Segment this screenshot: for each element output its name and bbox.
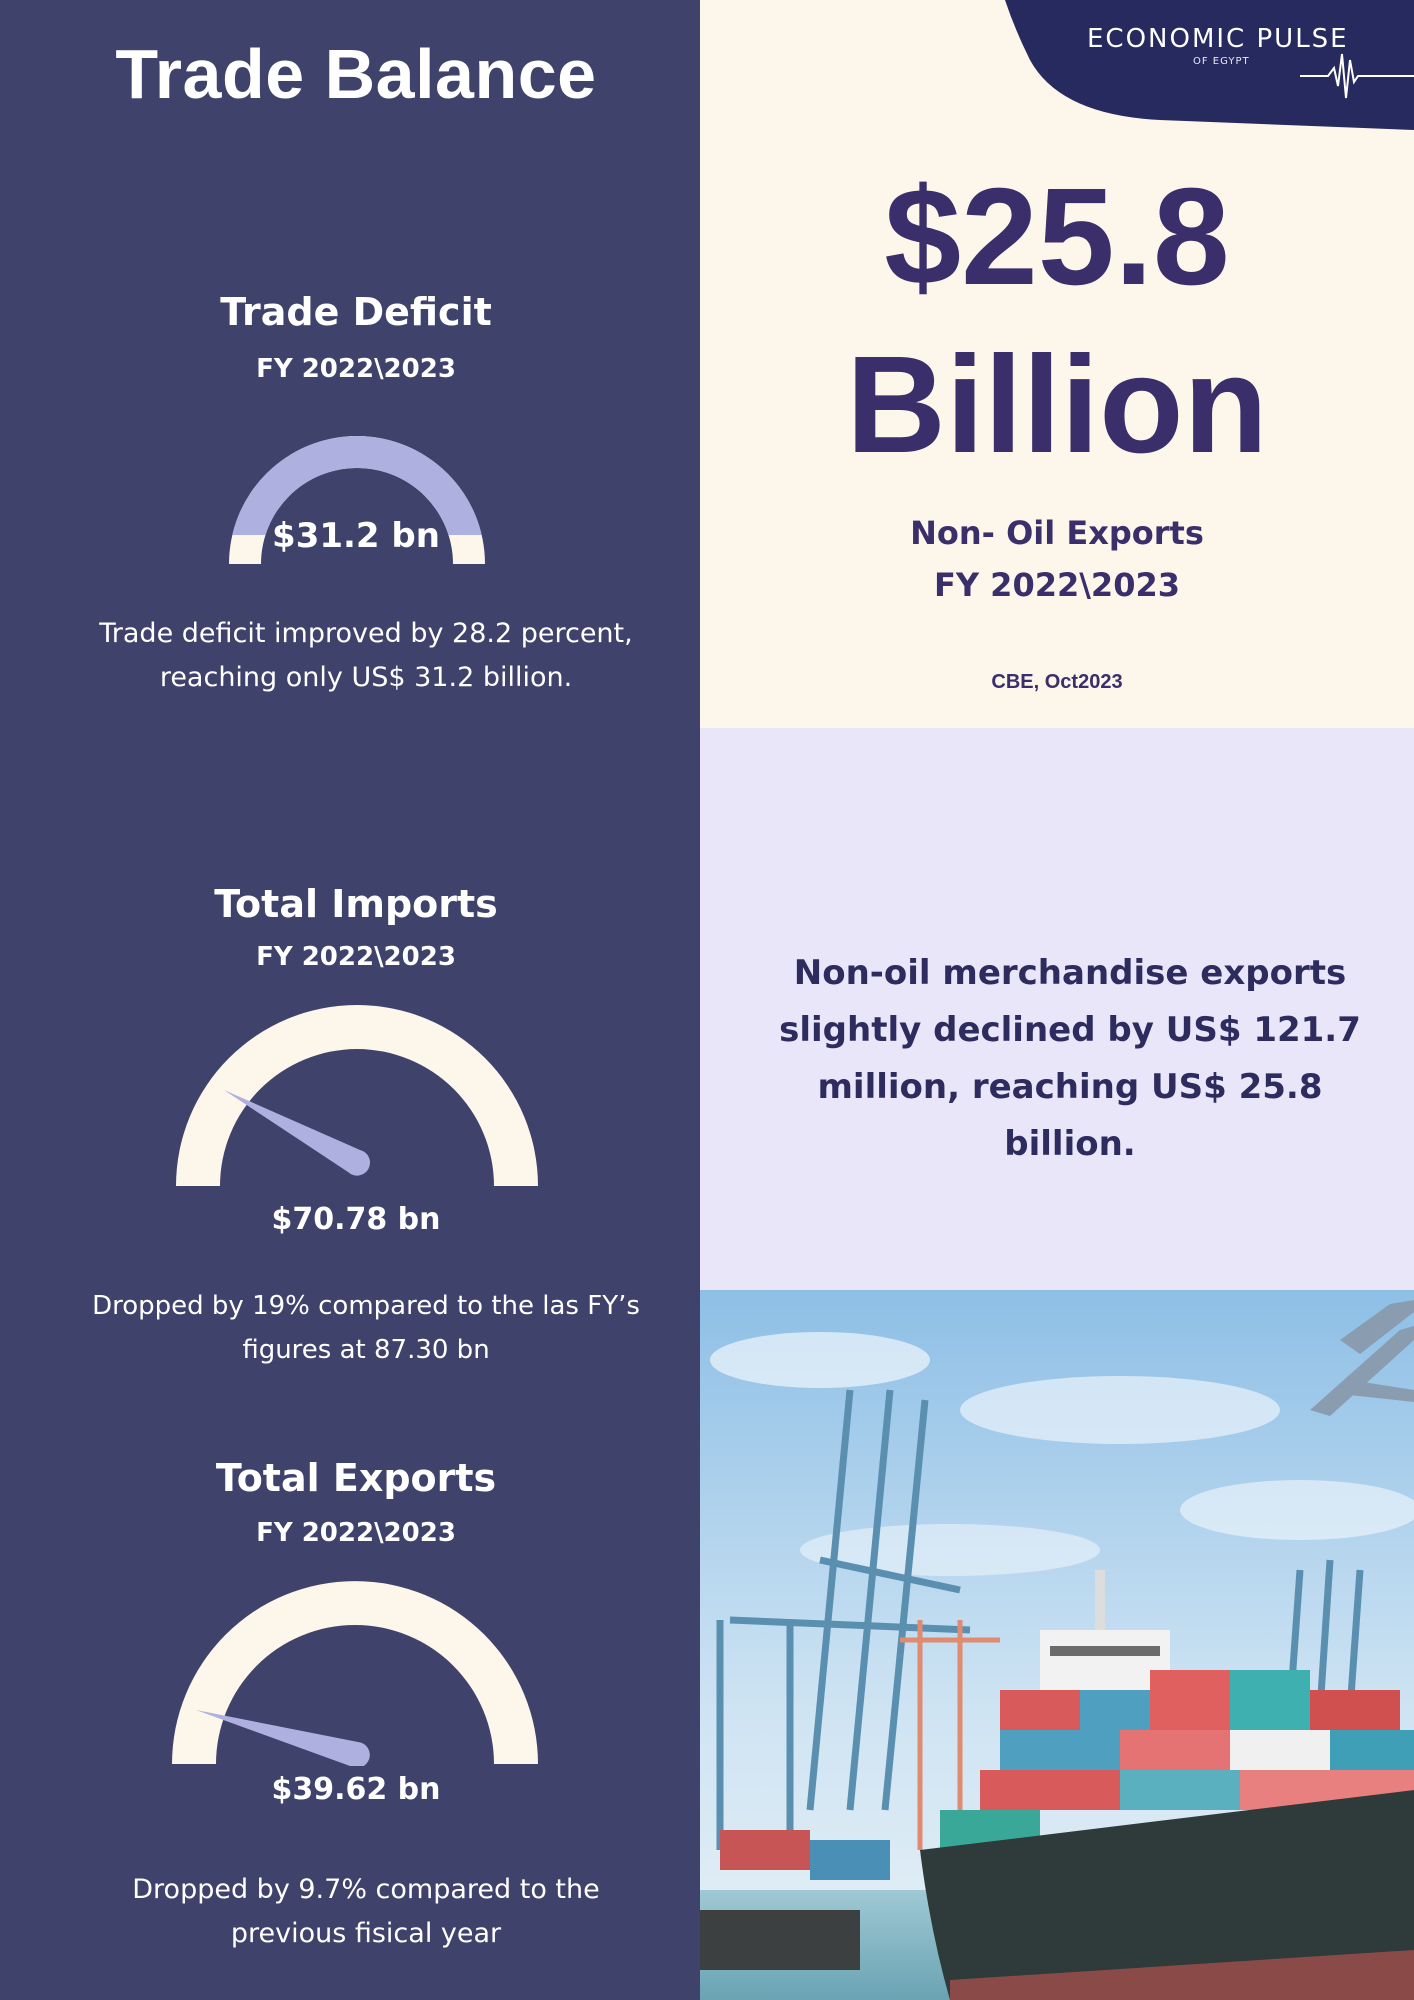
trade-deficit-value: $31.2 bn bbox=[272, 516, 440, 556]
trade-deficit-period: FY 2022\2023 bbox=[256, 354, 456, 384]
total-imports-description bbox=[60, 1284, 672, 1372]
headline-amount: $25.8 bbox=[884, 160, 1230, 314]
total-imports-gauge bbox=[174, 1002, 540, 1188]
total-exports-period: FY 2022\2023 bbox=[256, 1518, 456, 1548]
trade-deficit-description-line1: Trade deficit improved by 28.2 percent, bbox=[99, 618, 633, 649]
page-title: Trade Balance bbox=[115, 35, 597, 113]
highlight-text bbox=[760, 945, 1380, 1173]
total-exports-title: Total Exports bbox=[215, 1456, 497, 1500]
highlight-line2: slightly declined by US$ 121.7 bbox=[779, 1010, 1361, 1050]
total-exports-description-line2: previous fisical year bbox=[230, 1918, 502, 1949]
highlight-line3: million, reaching US$ 25.8 billion. bbox=[817, 1067, 1323, 1164]
total-exports-gauge-needle bbox=[196, 1710, 370, 1766]
port-photo bbox=[700, 1290, 1414, 2000]
trade-deficit-description-line2: reaching only US$ 31.2 billion. bbox=[159, 662, 573, 693]
headline-source: CBE, Oct2023 bbox=[991, 671, 1123, 693]
total-imports-title: Total Imports bbox=[214, 882, 498, 926]
trade-deficit-title: Trade Deficit bbox=[220, 290, 492, 334]
total-exports-description bbox=[60, 1868, 672, 1956]
total-imports-gauge-needle bbox=[224, 1090, 370, 1176]
total-imports-value: $70.78 bn bbox=[271, 1202, 441, 1237]
brand-name: ECONOMIC PULSE bbox=[1087, 24, 1349, 54]
highlight-line1: Non-oil merchandise exports bbox=[793, 953, 1347, 993]
total-imports-description-line2: figures at 87.30 bn bbox=[242, 1335, 490, 1365]
headline-label: Non- Oil Exports bbox=[910, 514, 1204, 552]
brand-subtitle: OF EGYPT bbox=[1193, 56, 1250, 67]
total-imports-period: FY 2022\2023 bbox=[256, 942, 456, 972]
total-exports-gauge bbox=[170, 1580, 540, 1766]
total-imports-description-line1: Dropped by 19% compared to the las FY’s bbox=[92, 1291, 640, 1321]
port-illustration bbox=[700, 1290, 1414, 2000]
total-exports-value: $39.62 bn bbox=[271, 1772, 441, 1807]
trade-deficit-description bbox=[60, 612, 672, 700]
pulse-line-icon bbox=[1300, 46, 1414, 106]
total-exports-gauge-track bbox=[172, 1581, 538, 1764]
headline-period: FY 2022\2023 bbox=[934, 566, 1180, 604]
headline-unit: Billion bbox=[846, 328, 1268, 482]
total-exports-description-line1: Dropped by 9.7% compared to the bbox=[132, 1874, 600, 1905]
